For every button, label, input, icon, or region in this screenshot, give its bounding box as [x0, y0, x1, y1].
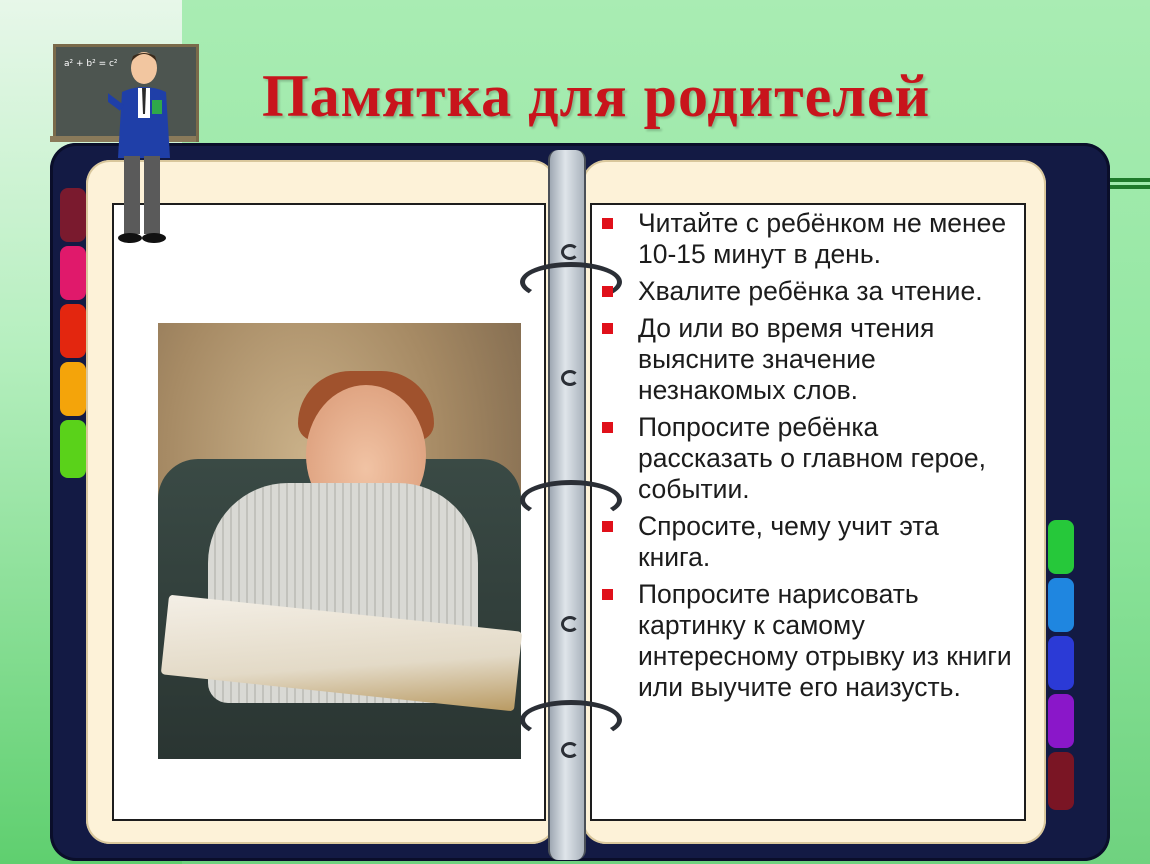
chalkboard-formula: a² + b² = c² [64, 59, 118, 69]
boy-reading-photo [158, 323, 521, 759]
bullet-square-icon [602, 218, 613, 229]
tip-item: Читайте с ребёнком не менее 10-15 минут в день. [596, 208, 1014, 270]
binder-tab-left-2 [60, 246, 86, 300]
tip-item: До или во время чтения выясните значение незнакомых слов. [596, 313, 1014, 406]
decorative-lines [1108, 178, 1150, 192]
bullet-square-icon [602, 422, 613, 433]
teacher-icon [108, 48, 178, 244]
tips-list [596, 208, 1014, 709]
spine-hole-4 [561, 742, 579, 758]
binder-tab-left-1 [60, 188, 86, 242]
binder-tab-right-4 [1048, 694, 1074, 748]
binder-tab-right-2 [1048, 578, 1074, 632]
bullet-square-icon [602, 323, 613, 334]
tip-item: Попросите нарисовать картинку к самому интересному отрывку из книги или выучите его наизусть. [596, 579, 1014, 703]
bullet-square-icon [602, 286, 613, 297]
bullet-square-icon [602, 589, 613, 600]
binder-tab-right-1 [1048, 520, 1074, 574]
page-title: Памятка для родителей [262, 63, 931, 129]
binder-tab-left-3 [60, 304, 86, 358]
binder-tab-left-5 [60, 420, 86, 478]
binder-tab-right-3 [1048, 636, 1074, 690]
binder-tab-right-5 [1048, 752, 1074, 810]
bullet-square-icon [602, 521, 613, 532]
binder-tab-left-4 [60, 362, 86, 416]
spine-hole-3 [561, 616, 579, 632]
tip-item: Хвалите ребёнка за чтение. [596, 276, 1014, 307]
tip-item: Спросите, чему учит эта книга. [596, 511, 1014, 573]
spine-hole-2 [561, 370, 579, 386]
spine-hole-1 [561, 244, 579, 260]
tip-item: Попросите ребёнка рассказать о главном герое, событии. [596, 412, 1014, 505]
